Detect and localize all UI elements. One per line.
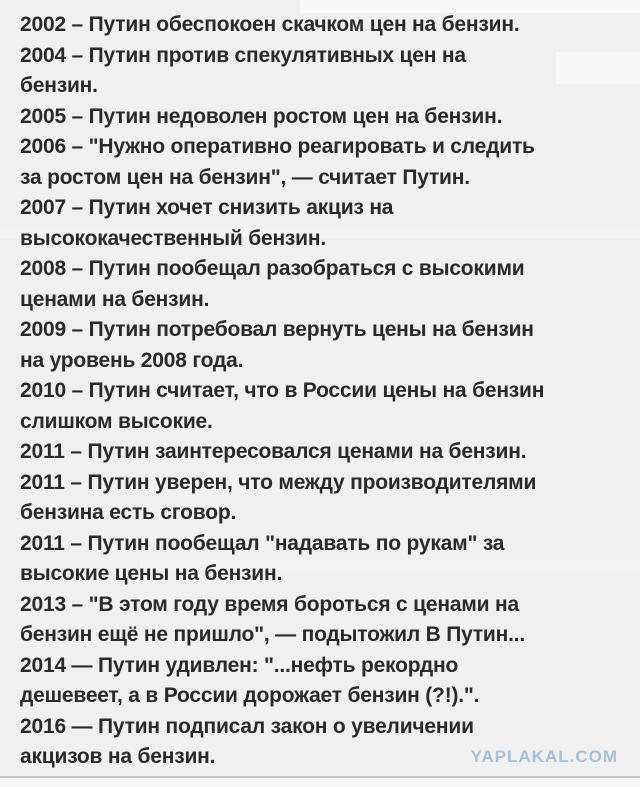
timeline-line: за ростом цен на бензин", — считает Путин. bbox=[20, 165, 470, 189]
timeline-line: высокие цены на бензин. bbox=[20, 562, 283, 585]
timeline-line: 2016 — Путин подписал закон о увеличении bbox=[20, 714, 474, 738]
timeline-line: 2008 – Путин пообещал разобраться с высокими bbox=[20, 257, 525, 280]
timeline-text bbox=[20, 10, 640, 773]
timeline-line: слишком высокие. bbox=[20, 409, 213, 433]
timeline-line: 2007 – Путин хочет снизить акциз на bbox=[20, 196, 394, 219]
timeline-entry bbox=[20, 102, 640, 133]
timeline-line: 2002 – Путин обеспокоен скачком цен на бензин. bbox=[20, 13, 520, 36]
timeline-entry bbox=[20, 590, 640, 651]
timeline-entry bbox=[20, 437, 640, 468]
timeline-line: 2011 – Путин пообещал "надавать по рукам" за bbox=[20, 531, 505, 555]
timeline-entry bbox=[20, 193, 640, 254]
timeline-line: акцизов на бензин. bbox=[20, 745, 216, 768]
timeline-entry bbox=[20, 10, 640, 41]
timeline-entry bbox=[20, 41, 640, 102]
timeline-line: 2011 – Путин заинтересовался ценами на бензин. bbox=[20, 440, 527, 463]
timeline-entry bbox=[20, 315, 640, 376]
timeline-line: 2009 – Путин потребовал вернуть цены на бензин bbox=[20, 318, 534, 341]
timeline-entry bbox=[20, 468, 640, 529]
timeline-entry bbox=[20, 529, 640, 590]
timeline-entry bbox=[20, 376, 640, 437]
timeline-entry bbox=[20, 651, 640, 712]
timeline-line: 2011 – Путин уверен, что между производителями bbox=[20, 470, 537, 494]
yaplakal-watermark: YAPLAKAL.COM bbox=[470, 747, 618, 766]
timeline-line: бензин ещё не пришло", — подытожил В Путин... bbox=[20, 623, 526, 646]
timeline-entry bbox=[20, 132, 640, 193]
timeline-line: ценами на бензин. bbox=[20, 287, 210, 311]
bottom-strip bbox=[0, 778, 640, 787]
timeline-line: 2006 – "Нужно оперативно реагировать и следить bbox=[20, 135, 535, 158]
timeline-line: 2004 – Путин против спекулятивных цен на bbox=[20, 43, 466, 67]
timeline-line: высококачественный бензин. bbox=[20, 226, 326, 250]
timeline-line: 2013 – "В этом году время бороться с ценами на bbox=[20, 592, 519, 616]
timeline-line: бензина есть сговор. bbox=[20, 501, 237, 524]
timeline-line: на уровень 2008 года. bbox=[20, 348, 244, 372]
timeline-entry bbox=[20, 254, 640, 315]
timeline-line: 2005 – Путин недоволен ростом цен на бензин. bbox=[20, 104, 503, 128]
timeline-line: 2010 – Путин считает, что в России цены на бензин bbox=[20, 379, 545, 402]
timeline-line: бензин. bbox=[20, 74, 98, 97]
timeline-line: дешевеет, а в России дорожает бензин (?!).". bbox=[20, 684, 480, 707]
timeline-line: 2014 — Путин удивлен: "...нефть рекордно bbox=[20, 653, 459, 677]
